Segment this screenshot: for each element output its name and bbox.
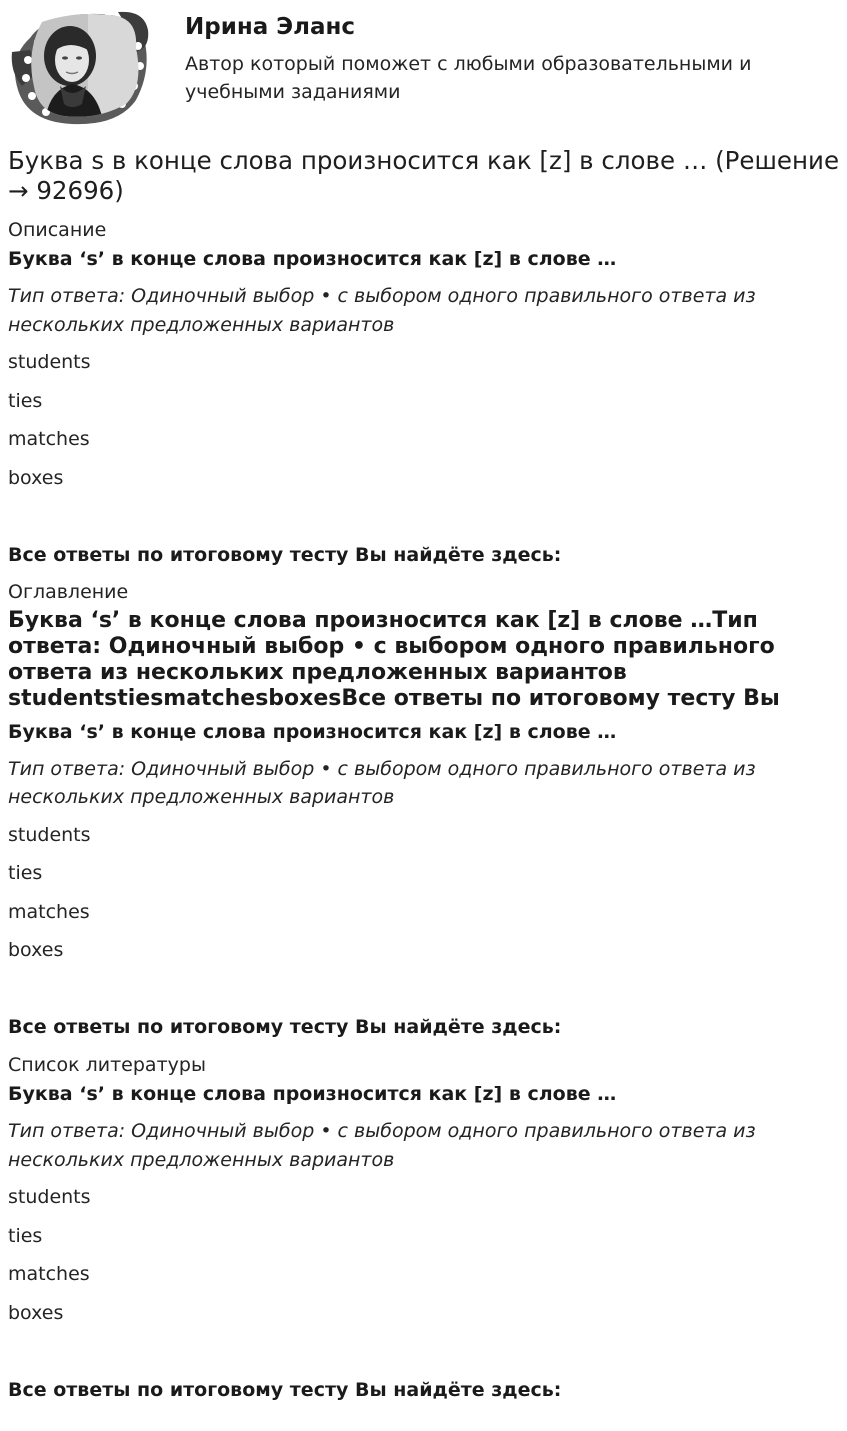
question-title: Буква ‘s’ в конце слова произносится как [z] в слове … [8, 248, 617, 270]
option-ties: ties [8, 862, 43, 884]
option-matches: matches [8, 900, 90, 923]
option-students: students [8, 351, 91, 373]
all-answers-link-text[interactable]: Все ответы по итоговому тесту Вы найдёте здесь: [8, 1378, 562, 1401]
option-students: students [8, 823, 91, 846]
option-boxes: boxes [8, 466, 64, 489]
section-label-description: Описание [8, 219, 107, 241]
question-title: Буква ‘s’ в конце слова произносится как [z] в слове … [8, 1083, 617, 1105]
option-ties: ties [8, 389, 43, 412]
answer-type: Тип ответа: Одиночный выбор • с выбором одного правильного ответа из нескольких предложенных вариантов [8, 757, 756, 808]
section-label-toc: Оглавление [8, 580, 129, 603]
option-boxes: boxes [8, 1301, 64, 1324]
option-students: students [8, 1186, 91, 1208]
question-title: Буква ‘s’ в конце слова произносится как [z] в слове … [8, 720, 617, 743]
option-matches: matches [8, 1263, 90, 1285]
section-label-literature: Список литературы [8, 1054, 206, 1076]
author-description: Автор который поможет с любыми образовательными и учебными заданиями [185, 53, 752, 103]
toc-heading[interactable]: Буква ‘s’ в конце слова произносится как [z] в слове …Тип ответа: Одиночный выбор • с выбором одного правильного ответа из нескольких предложенных вариантов studentstiesmatchesboxesВсе ответы по итоговому тесту Вы [8, 607, 780, 711]
main-content [8, 146, 839, 1402]
answer-type: Тип ответа: Одиночный выбор • с выбором одного правильного ответа из нескольких предложенных вариантов [8, 1120, 756, 1171]
option-boxes: boxes [8, 939, 64, 961]
option-ties: ties [8, 1224, 43, 1247]
author-avatar[interactable] [8, 8, 150, 126]
all-answers-link-text[interactable]: Все ответы по итоговому тесту Вы найдёте здесь: [8, 1016, 562, 1038]
all-answers-link-text[interactable]: Все ответы по итоговому тесту Вы найдёте здесь: [8, 543, 562, 566]
author-name[interactable]: Ирина Эланс [185, 14, 356, 40]
author-card [8, 8, 839, 128]
page-title: Буква s в конце слова произносится как [z] в слове … (Решение → 92696) [8, 146, 840, 205]
option-matches: matches [8, 428, 90, 450]
answer-type: Тип ответа: Одиночный выбор • с выбором одного правильного ответа из нескольких предложенных вариантов [8, 285, 756, 336]
author-avatar-photo [8, 8, 150, 126]
